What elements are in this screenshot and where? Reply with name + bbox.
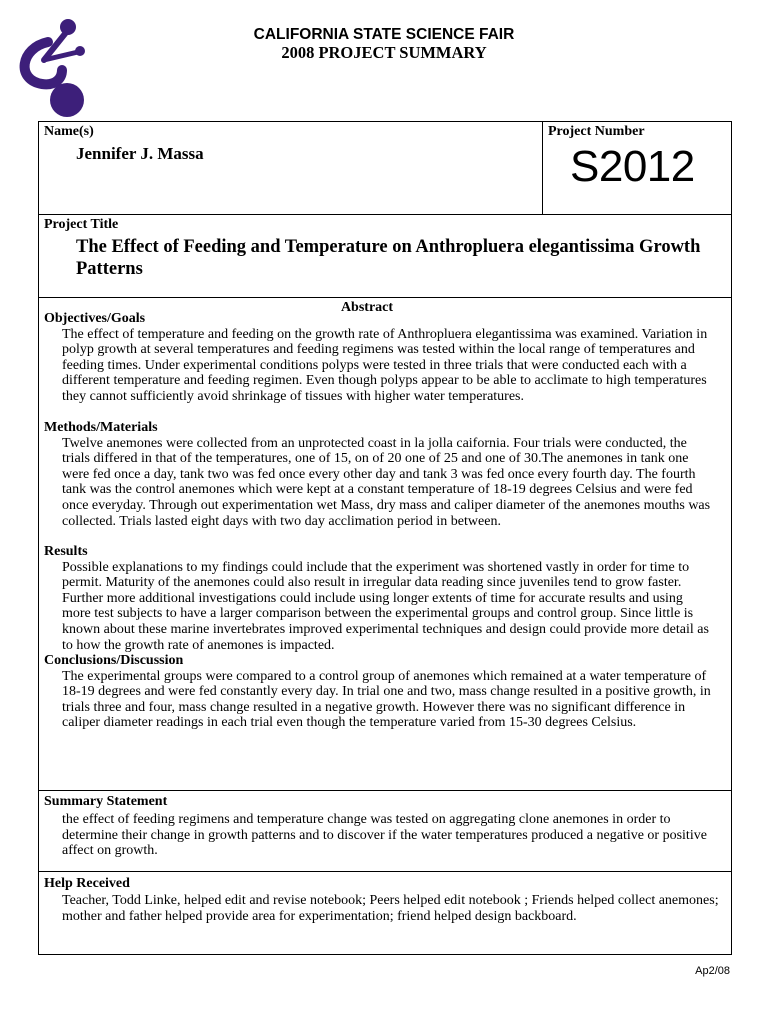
name-label: Name(s) xyxy=(44,124,94,139)
help-received-label: Help Received xyxy=(44,876,130,891)
objectives-text: The effect of temperature and feeding on the growth rate of Anthropluera elegantissima was examined. Variation in polyp growth at several temperatures and feeding regimens was tested within the local range of temperatures and feeding times. Under experimental conditions polyps were tested in three trials that were conducted each with a different temperature and feeding regimen. Even though polyps appear to be able to acclimate to high temperatures they cannot sufficiently avoid shrinkage of tissues with higher water temperatures. xyxy=(62,326,708,404)
project-number-label: Project Number xyxy=(548,124,645,139)
conclusions-text: The experimental groups were compared to a control group of anemones which remained at a water temperature of 18-19 degrees and were fed constantly every day. In trial one and two, mass change resulted in a positive growth, in trials three and four, mass change resulted in a negative growth. However there was no significant difference in caliper diameter readings in each trial even though the temperature varied from 15-30 degrees Celsius. xyxy=(62,668,711,731)
results-section xyxy=(44,544,714,653)
conclusions-heading: Conclusions/Discussion xyxy=(44,653,184,668)
results-text: Possible explanations to my findings could include that the experiment was shortened vastly in order for time to permit. Maturity of the anemones could also result in irregular data reading since juveniles tend to grow faster. Further more additional investigations could include using longer extents of time for accurate results and using more test subjects to have a larger comparison between the experimental groups and control group. Since little is known about these marine invertebrates improved experimental techniques and design could provide more detail as to how the growth rate of anemones is impacted. xyxy=(62,559,709,653)
conclusions-section xyxy=(44,653,714,731)
abstract-heading: Abstract xyxy=(340,300,394,315)
methods-section xyxy=(44,420,714,529)
project-title: The Effect of Feeding and Temperature on Anthropluera elegantissima Growth Patterns xyxy=(76,237,701,279)
methods-heading: Methods/Materials xyxy=(44,420,158,435)
student-name: Jennifer J. Massa xyxy=(76,144,204,163)
project-number: S2012 xyxy=(570,142,695,191)
results-heading: Results xyxy=(44,544,88,559)
help-received-text: Teacher, Todd Linke, helped edit and revise notebook; Peers helped edit notebook ; Friends helped collect anemones; mother and father helped provide area for experimentation; friend helped design backboard. xyxy=(62,893,719,924)
summary-title: 2008 PROJECT SUMMARY xyxy=(281,43,487,62)
form-code: Ap2/08 xyxy=(695,965,730,977)
project-title-label: Project Title xyxy=(44,217,119,232)
science-fair-logo xyxy=(18,18,90,120)
name-box xyxy=(38,121,543,215)
objectives-heading: Objectives/Goals xyxy=(44,311,146,326)
objectives-section xyxy=(44,311,714,405)
summary-statement-text: the effect of feeding regimens and temperature change was tested on aggregating clone anemones in order to determine their change in growth patterns and to discover if the water temperatures produced a negative or positive affect on growth. xyxy=(62,812,707,859)
methods-text: Twelve anemones were collected from an unprotected coast in la jolla caifornia. Four trials were conducted, the trials differed in that of the temperatures, one of 15, on of 20 one of 25 and one of 30.The anemones in tank one were fed once a day, tank two was fed once every other day and tank 3 was fed once every fourth day. The fourth tank was the control anemones which were kept at a constant temperature of 18-19 degrees Celsius and were fed once everyday. Through out experimentation wet Mass, dry mass and caliper diameter of the anemones mouths was collected. Trials lasted eight days with two day acclimation period in between. xyxy=(62,435,711,529)
summary-statement-label: Summary Statement xyxy=(44,794,168,809)
fair-title: CALIFORNIA STATE SCIENCE FAIR xyxy=(253,26,515,43)
